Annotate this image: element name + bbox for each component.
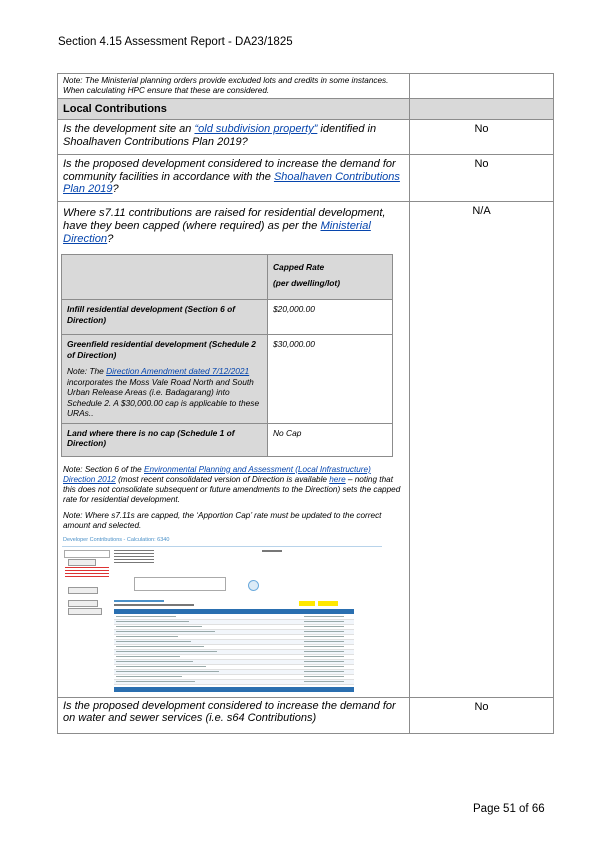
shot-grid-cell [304, 646, 344, 647]
cap-header-line2: (per dwelling/lot) [273, 278, 340, 288]
question-3-text-post: ? [107, 233, 114, 245]
shot-grid-cell [116, 626, 202, 627]
question-1 [58, 120, 410, 155]
shot-grid-cell [304, 681, 344, 682]
note-1-mid: (most recent consolidated version of Direction is available [115, 474, 330, 484]
old-subdivision-link[interactable]: “old subdivision property” [194, 123, 318, 135]
shot-grid-cell [116, 651, 217, 652]
shot-grid-cell [116, 661, 193, 662]
question-3 [58, 202, 409, 250]
shot-link [114, 600, 164, 602]
cap-header [268, 255, 393, 300]
cap-note-pre: Note: The [67, 366, 107, 376]
shot-grid-cell [116, 676, 182, 677]
notes-block [58, 465, 409, 531]
shot-highlight [299, 601, 315, 606]
screenshot-rule [62, 546, 382, 547]
cap-header-empty [62, 255, 268, 300]
answer-1: No [410, 120, 554, 155]
shot-grid-cell [116, 631, 215, 632]
shot-label [114, 604, 194, 606]
note-1-pre: Note: Section 6 of the [63, 464, 145, 474]
direction-amendment-link[interactable]: Direction Amendment dated 7/12/2021 [106, 366, 250, 376]
cap-note-post: incorporates the Moss Vale Road North and South Urban Release Areas (i.e. Badagarang) into Schedule 2. A $30,000.00 cap is applicable to these URAs.. [67, 376, 260, 418]
cap-row-rate: $30,000.00 [268, 335, 393, 424]
shot-field [64, 550, 110, 558]
shot-grid-cell [304, 656, 344, 657]
shot-grid-cell [304, 631, 344, 632]
direction-2012-link[interactable]: Environmental Planning and Assessment (Local Infrastructure) Direction 2012 [63, 464, 371, 484]
question-row-4 [58, 697, 554, 733]
answer-2: No [410, 155, 554, 202]
shot-grid-cell [304, 661, 344, 662]
ministerial-direction-link[interactable]: Ministerial Direction [63, 220, 371, 245]
assessment-table [57, 73, 554, 734]
shot-grid-cell [116, 646, 204, 647]
shot-button [68, 587, 98, 594]
shot-grid-cell [116, 616, 176, 617]
question-1-text-pre: Is the development site an [63, 123, 195, 135]
cap-row-greenfield [62, 335, 268, 424]
shot-grid-header [114, 609, 354, 614]
cap-row-label: Greenfield residential development (Schedule 2 of Direction) [67, 339, 256, 360]
shot-button [68, 559, 96, 566]
cap-row-rate: $20,000.00 [268, 300, 393, 335]
contributions-plan-link[interactable]: Shoalhaven Contributions Plan 2019 [63, 170, 400, 195]
question-3-text-pre: Where s7.11 contributions are raised for residential development, have they been capped (where required) as per the [63, 207, 386, 232]
shot-grid-cell [304, 626, 344, 627]
empty-cell [410, 74, 554, 99]
shot-grid-cell [304, 671, 344, 672]
question-4: Is the proposed development considered to increase the demand for on water and sewer services (i.e. s64 Contributions) [58, 697, 410, 733]
answer-4: No [410, 697, 554, 733]
section-title: Local Contributions [58, 99, 410, 120]
shot-button [68, 600, 98, 607]
shot-button [68, 608, 102, 615]
cap-row-rate: No Cap [268, 423, 393, 456]
shot-details [114, 550, 154, 564]
section-empty [410, 99, 554, 120]
shot-grid-row [114, 680, 354, 685]
shot-grid-cell [304, 651, 344, 652]
shot-total [262, 550, 282, 552]
answer-3: N/A [410, 202, 554, 698]
question-2-text-post: ? [112, 183, 119, 195]
question-row-3 [58, 202, 554, 698]
cap-header-line1: Capped Rate [273, 262, 325, 272]
shot-grid-cell [304, 621, 344, 622]
contributions-screenshot [62, 537, 394, 697]
note-1 [63, 465, 404, 505]
question-1-text-post: identified in Shoalhaven Contributions Plan 2019? [63, 123, 377, 148]
capped-rate-table [61, 254, 393, 457]
ministerial-note: Note: The Ministerial planning orders provide excluded lots and credits in some instances. When calculating HPC ensure that these are considered. [58, 74, 410, 99]
question-2-text-pre: Is the proposed development considered to increase the demand for community facilities in accordance with the [63, 158, 396, 183]
shot-grid-cell [304, 616, 344, 617]
shot-grid-cell [116, 621, 189, 622]
note-1-post: – noting that this does not consolidate subsequent or future amendments to the Direction) sets the capped rate for residential development. [63, 474, 401, 504]
report-header: Section 4.15 Assessment Report - DA23/1825 [58, 36, 293, 48]
note-2: Note: Where s7.11s are capped, the ‘Apportion Cap’ rate must be updated to the correct amount and selected. [63, 510, 382, 530]
shot-grid-cell [116, 636, 178, 637]
question-2 [58, 155, 410, 202]
shot-grid-cell [116, 681, 195, 682]
shot-grid-cell [304, 666, 344, 667]
question-row-2 [58, 155, 554, 202]
ministerial-note-row [58, 74, 554, 99]
shot-warning [65, 567, 109, 577]
section-row [58, 99, 554, 120]
cap-row-label: Land where there is no cap (Schedule 1 of Direction) [62, 423, 268, 456]
cap-row-note [67, 366, 262, 419]
shot-grid-cell [304, 676, 344, 677]
question-row-1 [58, 120, 554, 155]
shot-grid-cell [304, 636, 344, 637]
shot-textbox [134, 577, 226, 591]
shot-logo-icon [248, 580, 259, 591]
here-link[interactable]: here [329, 474, 346, 484]
question-3-cell [58, 202, 410, 698]
screenshot-title: Developer Contributions - Calculation: 6340 [63, 536, 170, 543]
page-number: Page 51 of 66 [473, 803, 545, 815]
shot-grid-cell [304, 641, 344, 642]
cap-row-label: Infill residential development (Section 6 of Direction) [62, 300, 268, 335]
shot-grid-cell [116, 666, 206, 667]
shot-grid-cell [116, 671, 219, 672]
shot-grid-cell [116, 656, 180, 657]
shot-highlight [318, 601, 338, 606]
shot-grid-cell [116, 641, 191, 642]
shot-grid-footer [114, 687, 354, 692]
